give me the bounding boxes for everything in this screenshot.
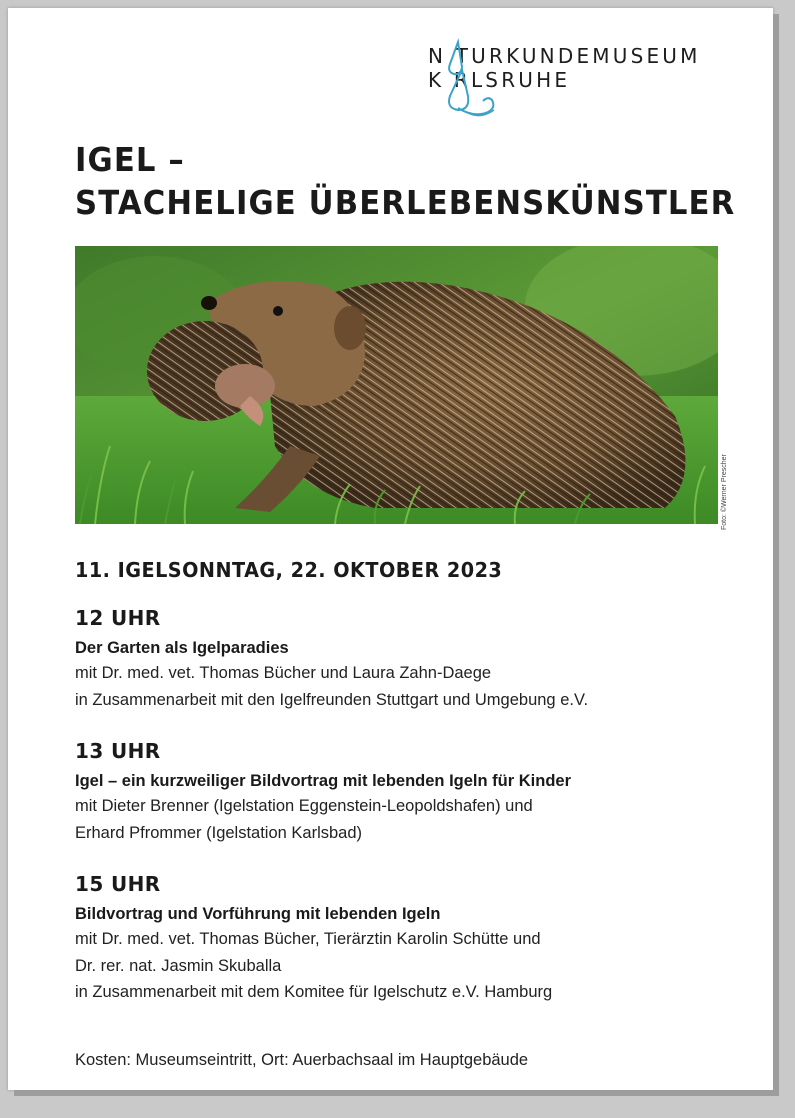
session-title: Igel – ein kurzweiliger Bildvortrag mit lebenden Igeln für Kinder [75,772,572,790]
logo-line-2: K RLSRUHE [428,68,571,92]
footer-info: Kosten: Museumseintritt, Ort: Auerbachsaal im Hauptgebäude [75,1051,529,1069]
session-line: mit Dieter Brenner (Igelstation Eggenstein-Leopoldshafen) und [75,797,533,815]
session-13-uhr [75,739,745,846]
session-time: 15 UHR [75,872,161,896]
session-title: Der Garten als Igelparadies [75,639,289,657]
photo-credit: Foto: ©Werner Prescher [721,454,728,530]
session-line: Dr. rer. nat. Jasmin Skuballa [75,956,282,975]
session-line: mit Dr. med. vet. Thomas Bücher, Tierärztin Karolin Schütte und [75,930,541,948]
session-line: mit Dr. med. vet. Thomas Bücher und Laura Zahn-Daege [75,664,492,682]
poster-page [8,8,773,1090]
session-time: 13 UHR [75,739,161,763]
hedgehog-photo-illustration [75,246,718,524]
logo-line-1: N TURKUNDEMUSEUM [428,44,701,68]
session-line: in Zusammenarbeit mit den Igelfreunden Stuttgart und Umgebung e.V. [75,690,589,709]
session-time: 12 UHR [75,606,161,630]
title-line-2: STACHELIGE ÜBERLEBENSKÜNSTLER [75,183,736,222]
hedgehog-photo [75,246,718,524]
session-15-uhr [75,872,745,1006]
poster-title [75,138,735,224]
event-date: 11. IGELSONNTAG, 22. OKTOBER 2023 [75,558,503,582]
water-drop-lizard-icon [428,38,508,123]
session-12-uhr [75,606,745,713]
session-line: Erhard Pfrommer (Igelstation Karlsbad) [75,823,363,842]
title-line-1: IGEL – [75,140,185,179]
session-line: in Zusammenarbeit mit dem Komitee für Igelschutz e.V. Hamburg [75,983,553,1001]
session-title: Bildvortrag und Vorführung mit lebenden Igeln [75,905,441,923]
museum-logo [428,38,728,123]
